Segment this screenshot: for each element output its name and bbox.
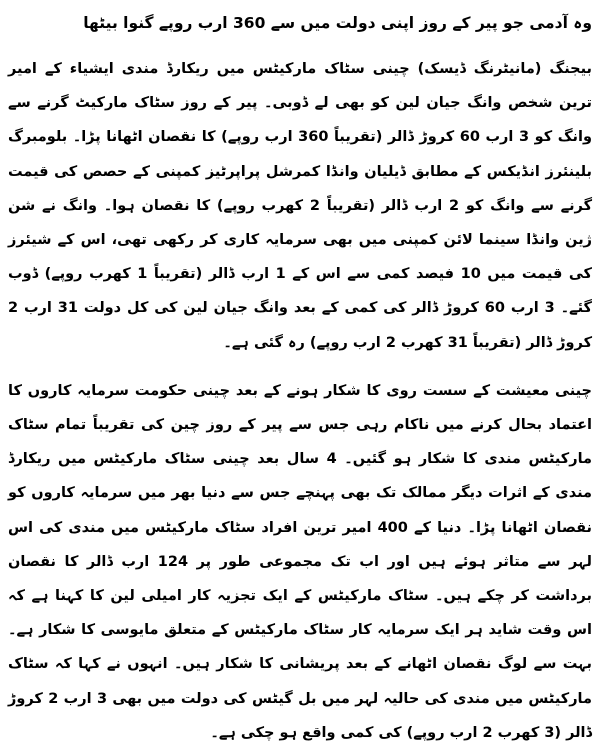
article-title: وہ آدمی جو پیر کے روز اپنی دولت میں سے 360 ارب روپے گنوا بیٹھا: [83, 14, 592, 32]
article-paragraph-1: بیجنگ (مانیٹرنگ ڈیسک) چینی سٹاک مارکیٹس میں ریکارڈ مندی ایشیاء کے امیر ترین شخص وانگ جیان لین کو بھی لے ڈوبی۔ پیر کے روز سٹاک مارکیٹ گرنے سے وانگ کو 3 ارب 60 کروڑ ڈالر (تقریباً 360 ارب روپے) کا نقصان اٹھانا پڑا۔ بلومبرگ بلینئرز انڈیکس کے مطابق ڈیلیان وانڈا کمرشل پراپرٹیز کمپنی کے حصص کی قیمت گرنے سے وانگ کو 2 ارب ڈالر (تقریباً 2 کھرب روپے) کا نقصان ہوا۔ وانگ نے شن ژین وانڈا سینما لائن کمپنی میں بھی سرمایہ کاری کر رکھی تھی، اس کے شیئرز کی قیمت میں 10 فیصد کمی سے اس کے 1 ارب ڈالر (تقریباً 1 کھرب روپے) ڈوب گئے۔ 3 ارب 60 کروڑ ڈالر کی کمی کے بعد وانگ جیان لین کی کل دولت 31 ارب 2 کروڑ ڈالر (تقریباً 31 کھرب 2 ارب روپے) رہ گئی ہے۔: [8, 61, 592, 351]
article-paragraph-2: چینی معیشت کے سست روی کا شکار ہونے کے بعد چینی حکومت سرمایہ کاروں کا اعتماد بحال کرنے میں ناکام رہی جس سے پیر کے روز چین کی تقریباً تمام سٹاک مارکیٹس مندی کا شکار ہو گئیں۔ 4 سال بعد چینی سٹاک مارکیٹس میں ریکارڈ مندی کے اثرات دیگر ممالک تک بھی پہنچے جس سے دنیا بھر میں سرمایہ کاروں کو نقصان اٹھانا پڑا۔ دنیا کے 400 امیر ترین افراد سٹاک مارکیٹس میں مندی کی اس لہر سے متاثر ہوئے ہیں اور اب تک مجموعی طور پر 124 ارب ڈالر کا نقصان برداشت کر چکے ہیں۔ سٹاک مارکیٹس کے ایک تجزیہ کار امیلی لین کا کہنا ہے کہ اس وقت شاید ہر ایک سرمایہ کار سٹاک مارکیٹس کے متعلق مایوسی کا شکار ہے۔ بہت سے لوگ نقصان اٹھانے کے بعد پریشانی کا شکار ہیں۔ انہوں نے کہا کہ سٹاک مارکیٹس میں مندی کی حالیہ لہر میں بل گیٹس کی دولت میں بھی 3 ارب 2 کروڑ ڈالر (3 کھرب 2 ارب روپے) کی کمی واقع ہو چکی ہے۔: [8, 382, 592, 741]
